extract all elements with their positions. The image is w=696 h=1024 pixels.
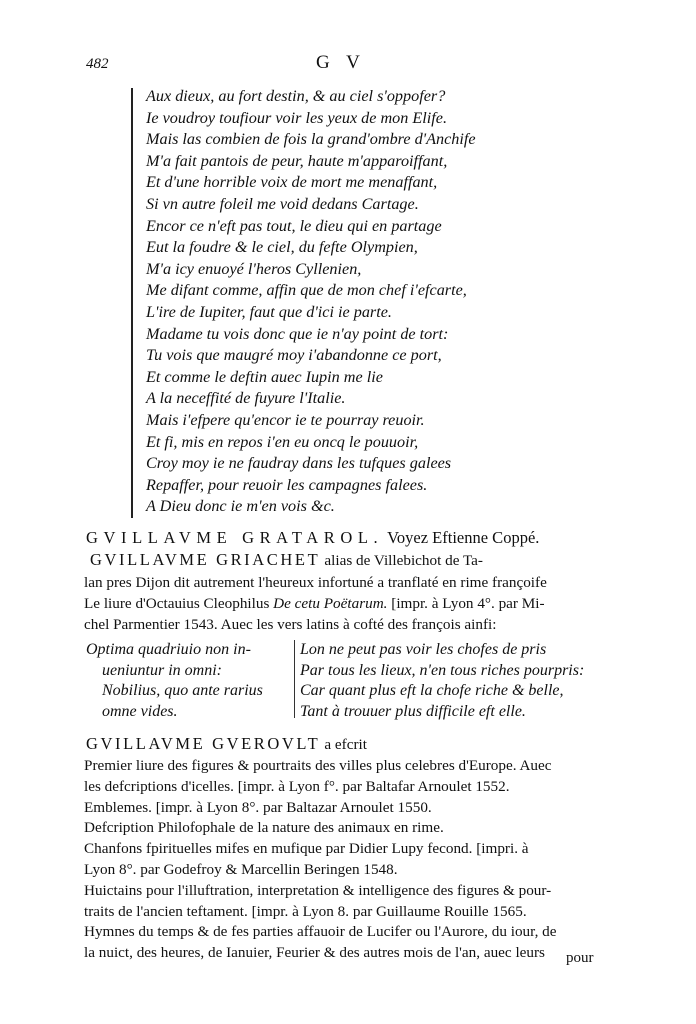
poem-line: L'ire de Iupiter, faut que d'ici ie parte. (146, 302, 392, 321)
entry-text: Voyez Eftienne Coppé. (387, 528, 540, 547)
text-line: Premier liure des figures & pourtraits des villes plus celebres d'Europe. Auec (84, 757, 552, 774)
text-line: Chanfons fpirituelles mifes en mufique par Didier Lupy fecond. [impri. à (84, 840, 529, 858)
text-line: traits de l'ancien teftament. [impr. à Lyon 8. par Guillaume Rouille 1565. (84, 902, 527, 920)
latin-line: Optima quadriuio non in- (86, 641, 251, 658)
poem-line: Me difant comme, affin que de mon chef i'efcarte, (146, 281, 467, 300)
poem-line: Et comme le deftin auec Iupin me lie (146, 367, 383, 386)
entry-text: a efcrit (324, 736, 367, 753)
poem-line: Eut la foudre & le ciel, du fefte Olympien, (146, 238, 418, 257)
text-line (84, 594, 604, 615)
text-line: les defcriptions d'icelles. [impr. à Lyon f°. par Baltafar Arnoulet 1552. (84, 777, 510, 795)
text-line: Defcription Philofophale de la nature des animaux en rime. (84, 819, 444, 837)
french-line: Par tous les lieux, n'en tous riches pourpris: (300, 661, 585, 679)
entry-griachet-heading (90, 550, 483, 570)
column-divider (294, 640, 295, 718)
poem-line: Aux dieux, au fort destin, & au ciel s'oppofer? (146, 87, 446, 105)
poem-line: Croy moy ie ne faudray dans les tufques galees (146, 454, 452, 473)
latin-verse (86, 640, 286, 722)
entry-gueroult-heading (86, 734, 367, 754)
poem-line: Mais las combien de fois la grand'ombre d'Anchife (146, 130, 476, 149)
french-line: Tant à trouuer plus difficile eft elle. (300, 702, 526, 720)
poem-line: Mais i'efpere qu'encor ie te pourray reuoir. (146, 410, 425, 429)
poem-line: Ie voudroy toufiour voir les yeux de mon Elife. (146, 108, 448, 127)
text-line: Lyon 8°. par Godefroy & Marcellin Beringen 1548. (84, 860, 398, 878)
poem-line: Repaffer, pour reuoir les campagnes falees. (146, 475, 428, 494)
catchword: pour (566, 950, 594, 966)
entry-text: alias de Villebichot de Ta- (324, 552, 483, 569)
latin-line: omne vides. (102, 702, 178, 720)
book-title: De cetu Poëtarum. (273, 594, 388, 612)
french-verse (300, 640, 600, 722)
poem-line: Et d'une horrible voix de mort me menaffant, (146, 173, 438, 192)
poem-line: Si vn autre foleil me void dedans Cartage. (146, 194, 419, 213)
text-line: chel Parmentier 1543. Auec les vers latins à cofté des françois ainfi: (84, 615, 497, 633)
entry-name: GVILLAVME GVEROVLT (86, 734, 321, 753)
text-line: lan pres Dijon dit autrement l'heureux infortuné a tranflaté en rime françoife (84, 574, 547, 591)
text-line: la nuict, des heures, de Ianuier, Feurier & des autres mois de l'an, auec leurs (84, 944, 545, 962)
running-head: G V (316, 52, 366, 73)
poem-line: A Dieu donc ie m'en vois &c. (146, 497, 335, 516)
text-line: Hymnes du temps & de fes parties affauoir de Lucifer ou l'Aurore, du iour, de (84, 923, 557, 941)
entry-name: GVILLAVME GRATAROL. (86, 528, 384, 547)
poem-block (146, 86, 526, 518)
latin-line: ueniuntur in omni: (102, 661, 222, 679)
text-line: Emblemes. [impr. à Lyon 8°. par Baltazar Arnoulet 1550. (84, 798, 432, 816)
entry-gratarol (86, 528, 539, 548)
entry-name: GVILLAVME GRIACHET (90, 550, 321, 569)
imprint: [impr. à Lyon 4°. par Mi- (391, 594, 545, 612)
french-line: Car quant plus eft la chofe riche & belle, (300, 682, 564, 699)
poem-line: M'a fait pantois de peur, haute m'apparoiffant, (146, 151, 448, 170)
entry-griachet-body (84, 573, 604, 635)
poem-line: A la neceffité de fuyure l'Italie. (146, 389, 346, 408)
poem-line: Encor ce n'eft pas tout, le dieu qui en partage (146, 216, 442, 235)
text-segment: Le liure d'Octauius Cleophilus (84, 594, 270, 612)
text-line: Huictains pour l'illuftration, interpretation & intelligence des figures & pour- (84, 881, 552, 899)
poem-line: Tu vois que maugré moy i'abandonne ce port, (146, 346, 442, 365)
poem-line: Madame tu vois donc que ie n'ay point de tort: (146, 324, 449, 343)
page-number: 482 (86, 56, 109, 72)
poem-line: M'a icy enuoyé l'heros Cyllenien, (146, 259, 362, 278)
latin-line: Nobilius, quo ante rarius (102, 682, 263, 699)
poem-line: Et fi, mis en repos i'en eu oncq le pouuoir, (146, 432, 419, 451)
margin-rule (131, 88, 133, 518)
french-line: Lon ne peut pas voir les chofes de pris (300, 641, 547, 658)
entry-gueroult-body (84, 756, 604, 964)
